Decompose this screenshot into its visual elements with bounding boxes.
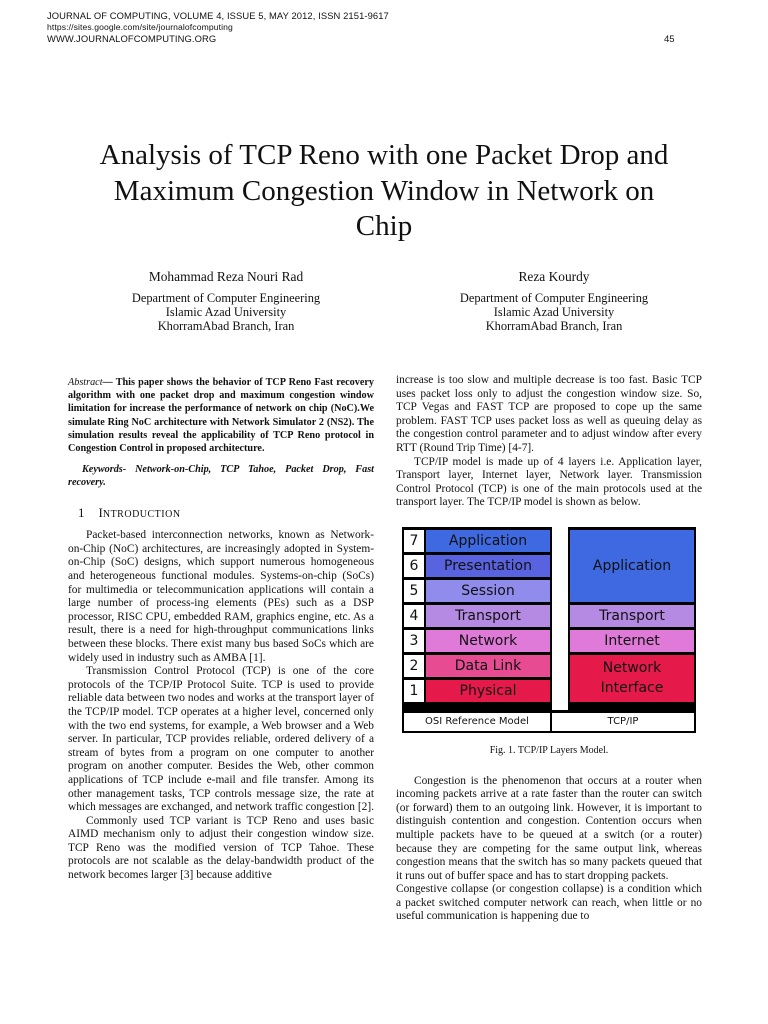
right-column	[396, 374, 702, 924]
osi-model-label: OSI Reference Model	[404, 713, 550, 731]
body-paragraph: Packet-based interconnection networks, known as Network-on-Chip (NoC) architectures, are increasingly adopted in System-on-Chip (SoC) designs, which support numerous homogeneous and heterogeneous functional modules. Systems-on-chip (SoCs) for multimedia or telecommunication applications will contain a large number of process-ing elements (PEs) such as a DSP processor, RISC CPU, embedded RAM, graphics engine, etc. As a result, there is a need for high-throughput communications links between these blocks. There exist many bus based SoCs which are widely used in industry such as AMBA [1].	[68, 529, 374, 664]
left-column	[68, 376, 374, 883]
column-separator	[552, 527, 568, 710]
journal-url: https://sites.google.com/site/journalofcomputing	[47, 21, 233, 32]
body-paragraph: Congestive collapse (or congestion collapse) is a condition which a packet switched computer network can reach, when little or no useful communication is happening due to	[396, 883, 702, 923]
page-number: 45	[664, 34, 675, 45]
section-title-initial: I	[98, 504, 103, 520]
body-paragraph: Transmission Control Protocol (TCP) is one of the core protocols of the TCP/IP Protocol Suite. TCP is used to provide reliable data between two nodes and works at the transport layer of the TCP/IP model. TCP operates at a higher level, concerned only with the two end systems, for example, a Web browser and a Web server. In particular, TCP provides reliable, ordered delivery of a stream of bytes from a program on one computer to another program on another computer. Besides the Web, other common applications of TCP include e-mail and file transfer. Among its other management tasks, TCP controls message size, the rate at which messages are exchanged, and network traffic congestion [2].	[68, 665, 374, 814]
journal-website: WWW.JOURNALOFCOMPUTING.ORG	[47, 33, 217, 45]
tcpip-layers-figure	[402, 527, 696, 733]
osi-layer-number: 5	[404, 580, 424, 602]
journal-header	[47, 10, 389, 45]
title-line: Analysis of TCP Reno with one Packet Drop and	[99, 139, 669, 171]
osi-layer-number: 1	[404, 680, 424, 702]
osi-layer-session: Session	[426, 580, 550, 602]
tcpip-layer-transport: Transport	[570, 605, 694, 627]
author-branch: KhorramAbad Branch, Iran	[157, 319, 295, 333]
osi-layer-number: 2	[404, 655, 424, 677]
osi-layer-data-link: Data Link	[426, 655, 550, 677]
body-paragraph: Commonly used TCP variant is TCP Reno and uses basic AIMD mechanism only to adjust their congestion window size. TCP Reno was the modified version of TCP Tahoe. These protocols are not scalable as the delay-bandwidth product of the network becomes larger [3] because additive	[68, 814, 374, 882]
tcpip-layer-internet: Internet	[570, 630, 694, 652]
osi-layer-number: 6	[404, 555, 424, 577]
tcpip-model-label: TCP/IP	[552, 713, 694, 731]
author-name: Mohammad Reza Nouri Rad	[148, 269, 304, 284]
author-branch: KhorramAbad Branch, Iran	[485, 319, 623, 333]
osi-layer-application: Application	[426, 530, 550, 552]
author-university: Islamic Azad University	[493, 305, 615, 319]
tcpip-layer-network-interface: Network Interface	[570, 655, 694, 702]
author-university: Islamic Azad University	[165, 305, 287, 319]
author-department: Department of Computer Engineering	[131, 291, 321, 305]
abstract-text: — This paper shows the behavior of TCP Reno Fast recovery algorithm with one packet drop and maximum congestion window limitation for increase the performance of network on chip (NoC).We simulate Ring NoC architecture with Network Simulator 2 (NS2). The simulation results reveal the applicability of TCP Reno protocol in Congestion Control in proposed architecture.	[68, 377, 374, 455]
osi-layer-number: 7	[404, 530, 424, 552]
journal-name: JOURNAL OF COMPUTING, VOLUME 4, ISSUE 5, MAY 2012, ISSN 2151-9617	[47, 10, 389, 21]
osi-layer-network: Network	[426, 630, 550, 652]
title-line: Maximum Congestion Window in Network on	[113, 174, 655, 207]
author-department: Department of Computer Engineering	[459, 291, 649, 305]
osi-layer-number: 4	[404, 605, 424, 627]
section-heading	[78, 506, 374, 522]
osi-layer-physical: Physical	[426, 680, 550, 702]
author-block	[106, 270, 346, 333]
abstract-label: Abstract	[68, 377, 103, 388]
title-line: Chip	[355, 210, 413, 242]
abstract	[68, 376, 374, 455]
author-name: Reza Kourdy	[518, 269, 590, 284]
body-paragraph: increase is too slow and multiple decrease is too fast. Basic TCP uses packet loss only to adjust the congestion window size. So, TCP Vegas and FAST TCP are proposed to cope up the same problem. FAST TCP uses packet loss as well as queuing delay as the congestion control parameter and to adjust window after every RTT (Round Trip Time) [4-7].	[396, 374, 702, 454]
tcpip-layer-application: Application	[570, 530, 694, 602]
author-block	[430, 270, 678, 333]
body-paragraph: TCP/IP model is made up of 4 layers i.e. Application layer, Transport layer, Internet layer, Network layer. Transmission Control Protocol (TCP) is one of the main protocols used at the transport layer. The TCP/IP model is shown as below.	[396, 455, 702, 509]
keywords: Keywords- Network-on-Chip, TCP Tahoe, Packet Drop, Fast recovery.	[68, 464, 374, 489]
osi-layer-presentation: Presentation	[426, 555, 550, 577]
figure-caption: Fig. 1. TCP/IP Layers Model.	[489, 744, 609, 756]
paper-title	[60, 138, 708, 245]
osi-layer-number: 3	[404, 630, 424, 652]
body-paragraph: Congestion is the phenomenon that occurs at a router when incoming packets arrive at a rate faster than the router can switch (or forward) them to an outgoing link. However, it is important to distinguish contention and congestion. Contention occurs when multiple packets have to be queued at a switch (or a router) because they are competing for the same output link, whereas congestion means that the switch has so many packets queued that it runs out of buffer space and has to start dropping packets.	[396, 774, 702, 882]
section-title-rest: NTRODUCTION	[102, 508, 181, 520]
osi-layer-transport: Transport	[426, 605, 550, 627]
section-number: 1	[78, 504, 85, 520]
